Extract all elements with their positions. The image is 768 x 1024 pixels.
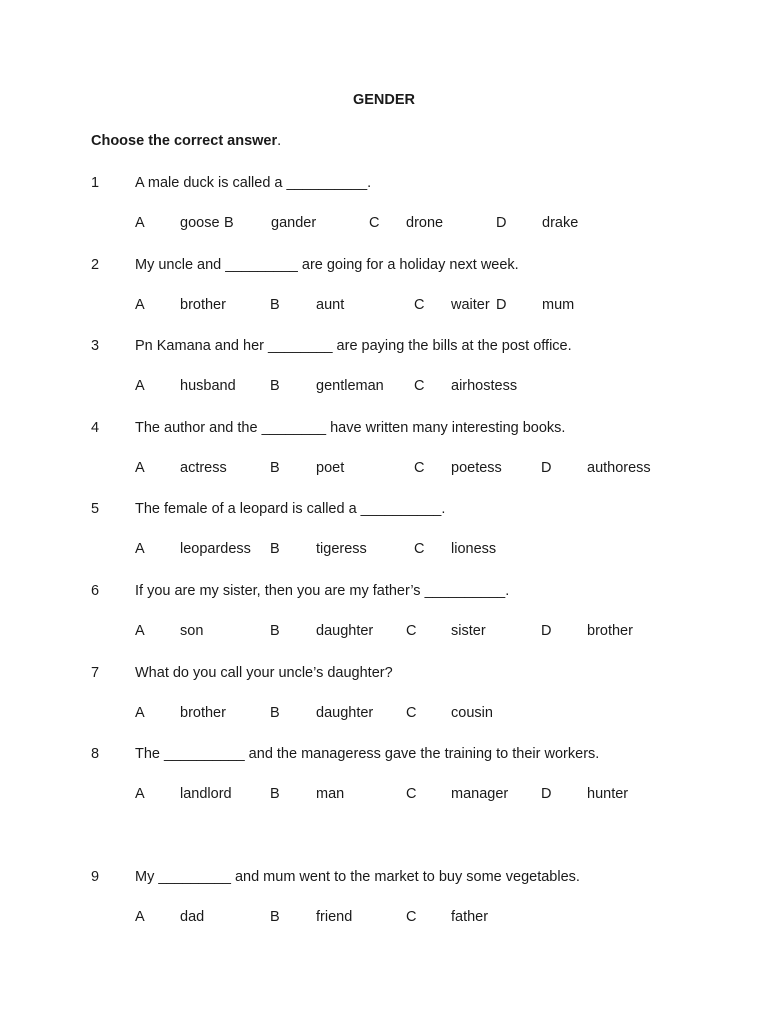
question-text: What do you call your uncle’s daughter? bbox=[135, 665, 393, 681]
option-answer: mum bbox=[542, 297, 575, 313]
option-answer: drake bbox=[542, 215, 579, 231]
question-text: The female of a leopard is called a __________. bbox=[135, 501, 446, 517]
question-number: 4 bbox=[91, 420, 100, 436]
question-3 bbox=[0, 338, 768, 358]
option-letter: D bbox=[541, 786, 552, 802]
option-letter: B bbox=[224, 215, 234, 231]
option-letter: A bbox=[135, 705, 145, 721]
option-letter: C bbox=[406, 909, 417, 925]
question-number: 6 bbox=[91, 583, 100, 599]
question-1 bbox=[0, 175, 768, 195]
question-number: 3 bbox=[91, 338, 100, 354]
question-text: My uncle and _________ are going for a holiday next week. bbox=[135, 257, 519, 273]
question-9 bbox=[0, 869, 768, 889]
option-letter: C bbox=[414, 541, 425, 557]
option-letter: D bbox=[541, 460, 552, 476]
instruction bbox=[91, 133, 281, 149]
question-text: If you are my sister, then you are my father’s __________. bbox=[135, 583, 510, 599]
question-number: 5 bbox=[91, 501, 100, 517]
question-number: 8 bbox=[91, 746, 100, 762]
question-number: 7 bbox=[91, 665, 100, 681]
option-answer: authoress bbox=[587, 460, 651, 476]
option-answer: daughter bbox=[316, 623, 374, 639]
option-answer: actress bbox=[180, 460, 227, 476]
option-answer: gander bbox=[271, 215, 317, 231]
option-answer: poetess bbox=[451, 460, 502, 476]
option-letter: A bbox=[135, 909, 145, 925]
option-letter: D bbox=[496, 215, 507, 231]
option-answer: brother bbox=[180, 705, 226, 721]
instruction-bold: Choose the correct answer bbox=[91, 133, 278, 149]
option-letter: A bbox=[135, 623, 145, 639]
question-text: My _________ and mum went to the market to buy some vegetables. bbox=[135, 869, 580, 885]
option-letter: C bbox=[414, 378, 425, 394]
option-letter: B bbox=[270, 460, 280, 476]
option-answer: gentleman bbox=[316, 378, 384, 394]
option-letter: C bbox=[406, 623, 417, 639]
option-answer: brother bbox=[180, 297, 226, 313]
question-text: A male duck is called a __________. bbox=[135, 175, 372, 191]
question-2 bbox=[0, 257, 768, 277]
option-letter: B bbox=[270, 378, 280, 394]
option-letter: B bbox=[270, 297, 280, 313]
option-letter: A bbox=[135, 297, 145, 313]
option-letter: C bbox=[406, 705, 417, 721]
option-answer: poet bbox=[316, 460, 345, 476]
question-8 bbox=[0, 746, 768, 766]
option-letter: D bbox=[496, 297, 507, 313]
option-answer: manager bbox=[451, 786, 509, 802]
option-answer: cousin bbox=[451, 705, 493, 721]
option-answer: goose bbox=[180, 215, 220, 231]
option-answer: leopardess bbox=[180, 541, 251, 557]
option-answer: landlord bbox=[180, 786, 232, 802]
option-answer: dad bbox=[180, 909, 205, 925]
option-letter: B bbox=[270, 623, 280, 639]
instruction-tail: . bbox=[277, 133, 282, 149]
question-6 bbox=[0, 583, 768, 603]
option-letter: D bbox=[541, 623, 552, 639]
option-letter: B bbox=[270, 705, 280, 721]
option-letter: B bbox=[270, 541, 280, 557]
option-answer: sister bbox=[451, 623, 486, 639]
page-title: GENDER bbox=[352, 92, 416, 108]
option-answer: lioness bbox=[451, 541, 497, 557]
option-answer: brother bbox=[587, 623, 633, 639]
option-answer: son bbox=[180, 623, 204, 639]
question-4 bbox=[0, 420, 768, 440]
option-answer: daughter bbox=[316, 705, 374, 721]
option-answer: friend bbox=[316, 909, 353, 925]
option-answer: tigeress bbox=[316, 541, 367, 557]
option-letter: C bbox=[414, 297, 425, 313]
option-answer: man bbox=[316, 786, 345, 802]
question-number: 2 bbox=[91, 257, 100, 273]
option-answer: father bbox=[451, 909, 489, 925]
question-number: 9 bbox=[91, 869, 100, 885]
option-answer: waiter bbox=[451, 297, 490, 313]
option-answer: hunter bbox=[587, 786, 629, 802]
question-text: Pn Kamana and her ________ are paying the bills at the post office. bbox=[135, 338, 572, 354]
option-letter: A bbox=[135, 215, 145, 231]
option-letter: A bbox=[135, 541, 145, 557]
option-letter: B bbox=[270, 786, 280, 802]
option-letter: B bbox=[270, 909, 280, 925]
option-letter: C bbox=[406, 786, 417, 802]
question-text: The author and the ________ have written many interesting books. bbox=[135, 420, 566, 436]
option-answer: aunt bbox=[316, 297, 345, 313]
question-number: 1 bbox=[91, 175, 100, 191]
question-text: The __________ and the manageress gave the training to their workers. bbox=[135, 746, 600, 762]
option-letter: C bbox=[369, 215, 380, 231]
option-answer: airhostess bbox=[451, 378, 518, 394]
option-answer: drone bbox=[406, 215, 444, 231]
question-5 bbox=[0, 501, 768, 521]
option-letter: A bbox=[135, 460, 145, 476]
option-letter: A bbox=[135, 786, 145, 802]
option-answer: husband bbox=[180, 378, 236, 394]
option-letter: A bbox=[135, 378, 145, 394]
option-letter: C bbox=[414, 460, 425, 476]
question-7 bbox=[0, 665, 768, 685]
